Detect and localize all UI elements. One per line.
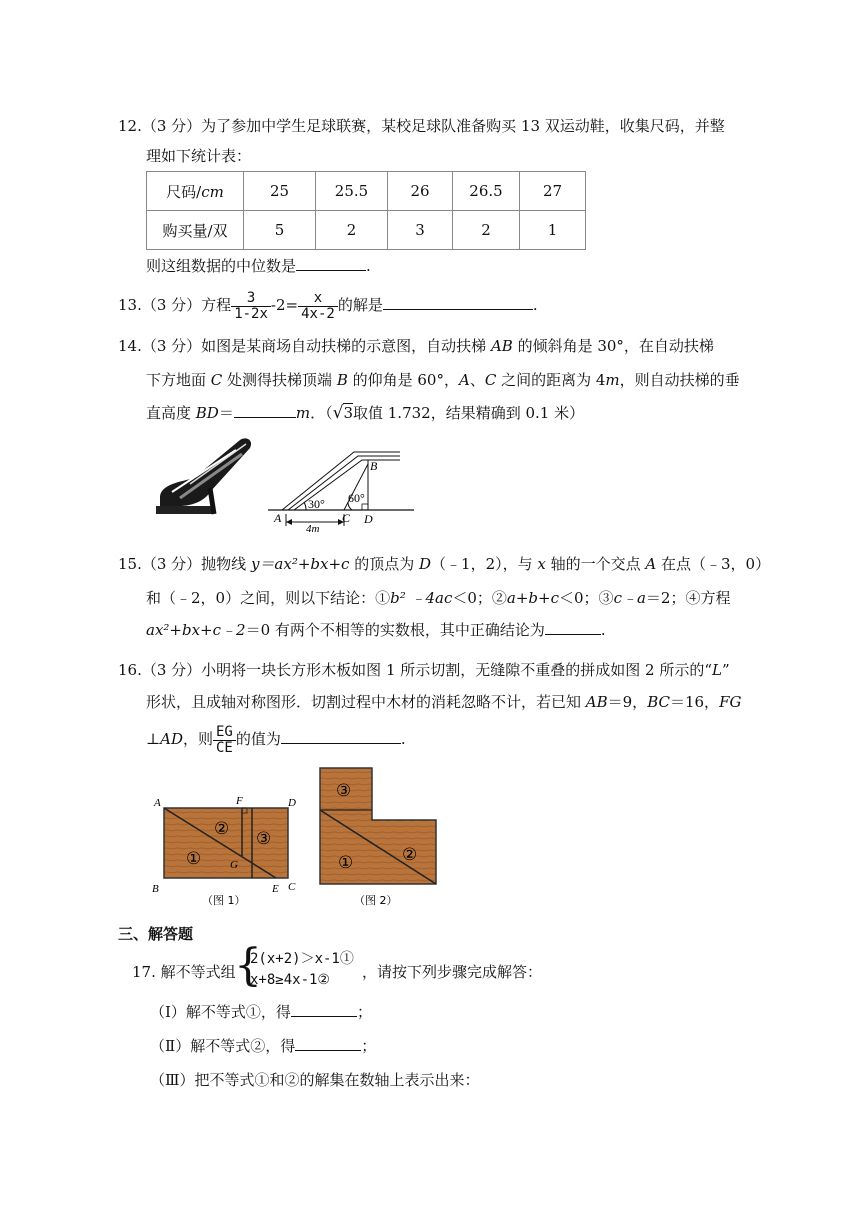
label-C: C <box>288 881 296 893</box>
q13-score: （3 分） <box>141 296 202 314</box>
label-A: A <box>274 511 282 525</box>
angle-30: 30° <box>308 497 325 511</box>
table-cell: 26 <box>388 172 453 211</box>
q12-stats-table <box>146 171 586 250</box>
figure-1-caption: （图 1） <box>202 894 246 907</box>
wood-board-figure-2 <box>316 764 442 908</box>
table-cell: 27 <box>520 172 586 211</box>
label-D: D <box>288 797 296 809</box>
fraction-x-over-4x-2: $\frac{x}{4x-2}$ <box>298 291 338 322</box>
piece-1-label: ① <box>186 849 202 869</box>
q12-score: （3 分） <box>141 117 202 135</box>
table-cell: 25 <box>244 172 316 211</box>
q12-number: 12. <box>118 117 142 135</box>
q16-line1: 16.（3 分）小明将一块长方形木板如图 1 所示切割，无缝隙不重叠的拼成如图 2 所示的“L” <box>118 661 730 679</box>
piece-3-label: ③ <box>256 829 272 849</box>
q16-number: 16. <box>118 661 142 679</box>
q17-number: 17. <box>132 963 156 981</box>
table-cell: 2 <box>316 211 388 250</box>
answer-blank[interactable] <box>383 295 533 310</box>
escalator-diagram <box>268 440 418 532</box>
system-brace: { <box>234 940 262 991</box>
piece-2-label: ② <box>402 845 418 865</box>
q16-line2: 形状，且成轴对称图形．切割过程中木材的消耗忽略不计，若已知 AB＝9，BC＝16，FG <box>146 693 742 711</box>
table-row <box>147 211 586 250</box>
q14-line1: 14.（3 分）如图是某商场自动扶梯的示意图，自动扶梯 AB 的倾斜角是 30°，在自动扶梯 <box>118 337 714 355</box>
piece-2-label: ② <box>214 819 230 839</box>
label-D: D <box>364 512 373 526</box>
label-B: B <box>152 883 159 895</box>
q16-score: （3 分） <box>141 661 202 679</box>
q15-number: 15. <box>118 555 142 573</box>
q12-line1 <box>118 116 725 136</box>
table-cell: 5 <box>244 211 316 250</box>
q15-line2: 和（﹣2，0）之间，则以下结论：①b² ﹣4ac＜0；②a+b+c＜0；③c﹣a＝2；④方程 <box>146 589 731 607</box>
inequality-2: x+8≥4x-1② <box>250 972 330 988</box>
table-row <box>147 172 586 211</box>
q17-step3: （Ⅲ）把不等式①和②的解集在数轴上表示出来： <box>150 1071 480 1089</box>
q14-number: 14. <box>118 337 142 355</box>
answer-blank[interactable] <box>281 729 401 744</box>
q16-line3: ⊥AD，则 $\frac{EG}{CE}$ 的值为 . <box>146 723 406 756</box>
label-C: C <box>342 511 351 525</box>
q17-step2: （Ⅱ）解不等式②，得 ； <box>150 1037 377 1055</box>
figure-2-caption: （图 2） <box>354 894 398 907</box>
q15-score: （3 分） <box>141 555 202 573</box>
label-A: A <box>154 797 161 809</box>
table-header-size: 尺码/cm <box>147 172 244 211</box>
answer-blank[interactable] <box>291 1002 357 1017</box>
section-title: 三、解答题 <box>118 925 194 943</box>
q17-step1: （Ⅰ）解不等式①，得 ； <box>150 1003 372 1021</box>
label-G: G <box>230 859 238 871</box>
table-cell: 2 <box>453 211 520 250</box>
q13-number: 13. <box>118 296 142 314</box>
answer-blank[interactable] <box>296 256 366 271</box>
q14-line2: 下方地面 C 处测得扶梯顶端 B 的仰角是 60°，A、C 之间的距离为 4m，则自动扶梯的垂 <box>146 371 740 389</box>
answer-blank[interactable] <box>545 620 601 635</box>
piece-1-label: ① <box>338 853 354 873</box>
distance-4m: 4m <box>306 523 320 532</box>
piece-3-label: ③ <box>336 781 352 801</box>
sqrt-symbol: √ <box>332 403 344 423</box>
label-E: E <box>272 883 279 895</box>
q12-ask: 则这组数据的中位数是 . <box>146 257 371 275</box>
q15-line1: 15.（3 分）抛物线 y＝ax²+bx+c 的顶点为 D（﹣1，2），与 x 轴的一个交点 A 在点（﹣3，0） <box>118 555 771 573</box>
fraction-3-over-1-2x: $\frac{3}{1-2x}$ <box>231 291 271 322</box>
q15-line3: ax²+bx+c﹣2＝0 有两个不相等的实数根，其中正确结论为 . <box>146 621 606 639</box>
table-cell: 3 <box>388 211 453 250</box>
q14-score: （3 分） <box>141 337 202 355</box>
table-cell: 26.5 <box>453 172 520 211</box>
q12-text-line1: 为了参加中学生足球联赛，某校足球队准备购买 13 双运动鞋，收集尺码，并整 <box>201 117 725 135</box>
table-cell: 25.5 <box>316 172 388 211</box>
angle-60: 60° <box>348 491 365 505</box>
q17-line1: 17. 解不等式组 <box>132 963 236 981</box>
answer-blank[interactable] <box>234 403 296 418</box>
label-B: B <box>370 459 378 473</box>
q12-text-line2: 理如下统计表： <box>146 147 252 165</box>
table-header-qty: 购买量/双 <box>147 211 244 250</box>
inequality-1: 2(x+2)＞x-1① <box>250 951 354 967</box>
table-cell: 1 <box>520 211 586 250</box>
q13-line: 13.（3 分）方程 $\frac{3}{1-2x}$ -2= $\frac{x}{4x-2}$ 的解是 . <box>118 289 538 322</box>
fraction-EG-over-CE: $\frac{EG}{CE}$ <box>213 725 236 756</box>
escalator-photo-icon <box>150 436 270 520</box>
q17-instruction: ，请按下列步骤完成解答： <box>362 963 543 981</box>
wood-board-figure-1 <box>148 792 306 908</box>
q14-line3: 直高度 BD＝ m．（√3取值 1.732，结果精确到 0.1 米） <box>146 403 585 423</box>
q12-line2 <box>146 146 251 166</box>
label-F: F <box>236 795 243 807</box>
answer-blank[interactable] <box>295 1036 361 1051</box>
